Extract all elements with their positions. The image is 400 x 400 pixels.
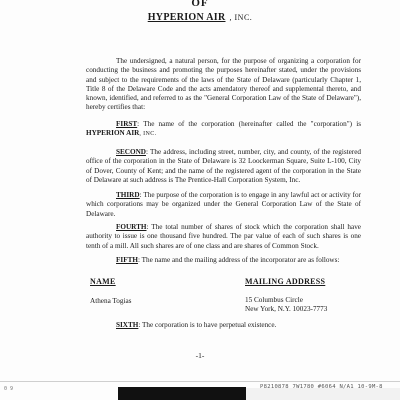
company-suffix: , INC.	[229, 13, 253, 22]
redaction-bar	[118, 387, 246, 400]
article-second-label: SECOND	[116, 148, 146, 156]
article-second-text: : The address, including street, number, city, and county, of the registered office of the corporation in the State of Delaware is 32 Loockerman Square, Suite L-100, City of Dover, County of Kent; and the name of the registered agent of the corporation in the State of Delaware at such address is The Prentice-Hall Corporation System, Inc.	[86, 148, 361, 184]
article-fourth-text: : The total number of shares of stock which the corporation shall have authority to issue is one thousand five hundred. The par value of each of such shares is one tenth of a mill. All such shares are of one class and are shares of Common Stock.	[86, 223, 361, 250]
article-third-text: : The purpose of the corporation is to engage in any lawful act or activity for which corporations may be organized under the General Corporation Law of the State of Delaware.	[86, 191, 361, 218]
article-sixth	[86, 321, 361, 330]
page-number: -1-	[195, 351, 205, 360]
article-fifth-text: : The name and the mailing address of the incorporator are as follows:	[137, 256, 340, 264]
article-third	[86, 191, 361, 219]
intro-paragraph: The undersigned, a natural person, for the purpose of organizing a corporation for conducting the business and promoting the purposes hereinafter stated, under the provisions and subject to the requirements of the laws of the State of Delaware (particularly Chapter 1, Title 8 of the Delaware Code and the acts amendatory thereof and supplemental thereto, and known, identified, and referred to as the "General Corporation Law of the State of Delaware"), hereby certifies that:	[86, 57, 361, 112]
incorporator-name: Athena Togias	[90, 297, 132, 305]
fax-left-marks: 0 9	[4, 386, 14, 392]
article-fifth-label: FIFTH	[116, 256, 138, 264]
incorporator-name-header: NAME	[90, 277, 116, 286]
article-sixth-label: SIXTH	[116, 321, 139, 329]
article-first-text: : The name of the corporation (hereinafter called the "corporation") is	[137, 120, 361, 128]
article-first-company-suffix: , INC.	[139, 131, 157, 138]
title-company	[0, 12, 400, 23]
incorporator-address-line1: 15 Columbus Circle	[245, 296, 303, 304]
article-first-label: FIRST	[116, 120, 138, 128]
article-second	[86, 148, 361, 185]
article-first	[86, 120, 361, 140]
article-fifth	[86, 256, 361, 265]
article-fourth	[86, 223, 361, 251]
article-third-label: THIRD	[116, 191, 140, 199]
article-first-company-name: HYPERION AIR	[86, 129, 140, 138]
article-fourth-label: FOURTH	[116, 223, 147, 231]
article-sixth-text: : The corporation is to have perpetual existence.	[138, 321, 277, 329]
fax-divider	[0, 381, 400, 382]
incorporator-address-line2: New York, N.Y. 10023-7773	[245, 305, 328, 313]
title-of: OF	[191, 0, 209, 9]
fax-transmission-line: P8210878 7W1780 #6064 N/A1 10-9M-8	[260, 384, 383, 390]
incorporator-address-header: MAILING ADDRESS	[245, 277, 326, 286]
incorporator-address	[245, 296, 327, 314]
company-name: HYPERION AIR	[147, 12, 226, 23]
